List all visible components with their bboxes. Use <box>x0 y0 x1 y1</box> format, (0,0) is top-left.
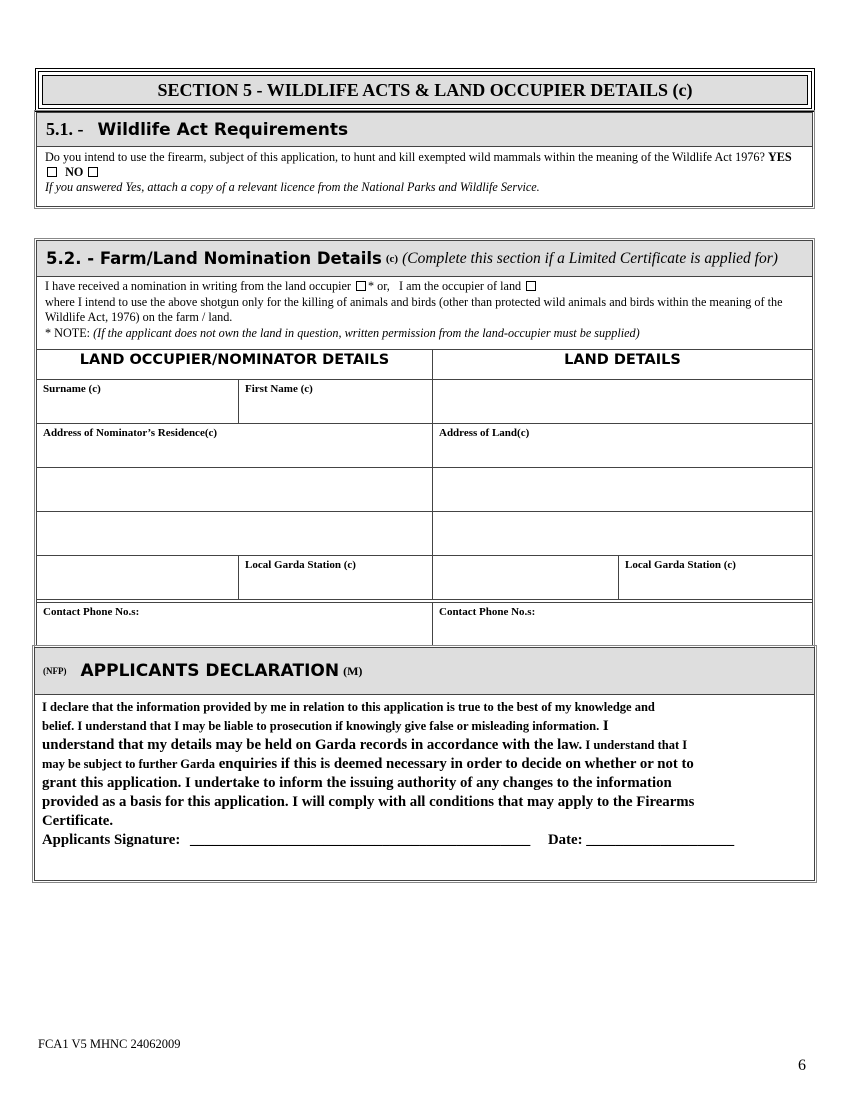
nominator-contact-field[interactable] <box>37 602 433 646</box>
first-name-field[interactable] <box>239 380 433 424</box>
wildlife-act-header <box>37 113 812 147</box>
land-garda-station-field[interactable] <box>619 556 812 600</box>
signature-row <box>42 831 807 850</box>
nominator-address-line-2[interactable] <box>37 468 433 512</box>
land-contact-field[interactable] <box>433 602 812 646</box>
declaration-line-3 <box>42 736 807 755</box>
land-occupier-header: LAND OCCUPIER/NOMINATOR DETAILS <box>37 350 433 380</box>
declaration-title-suffix: (M) <box>343 663 363 678</box>
land-address-line-3[interactable] <box>433 512 812 556</box>
farm-land-section <box>36 240 813 646</box>
farm-land-title-note: (Complete this section if a Limited Certificate is applied for) <box>402 249 778 267</box>
declaration-line-3b: I understand that I <box>582 738 688 752</box>
details-grid <box>37 350 812 646</box>
farm-land-title-suffix: (c) <box>385 252 399 265</box>
wildlife-act-body <box>37 147 812 198</box>
declaration-line-7: Certificate. <box>42 813 114 829</box>
nominator-address-line-4[interactable] <box>37 556 239 600</box>
note-text: (If the applicant does not own the land in question, written permission from the land-occupier must be supplied) <box>93 325 640 340</box>
wildlife-act-section <box>36 112 813 207</box>
note-prefix: * NOTE: <box>45 325 91 340</box>
occupier-checkbox[interactable] <box>526 281 536 291</box>
land-address-line-2[interactable] <box>433 468 812 512</box>
farm-land-header <box>37 241 812 277</box>
no-label: NO <box>65 165 84 179</box>
farm-land-title: 5.2. - Farm/Land Nomination Details <box>46 249 382 268</box>
land-contact-label: Contact Phone No.s: <box>439 606 536 618</box>
land-garda-label: Local Garda Station (c) <box>625 559 736 571</box>
declaration-line-5: grant this application. I undertake to inform the issuing authority of any changes to the information <box>42 775 672 791</box>
nomination-or: * or, <box>367 279 390 293</box>
section-5-title: SECTION 5 - WILDLIFE ACTS & LAND OCCUPIER DETAILS (c) <box>42 75 808 105</box>
land-address-label: Address of Land(c) <box>439 427 530 439</box>
declaration-line-3a: understand that my details may be held on Garda records in accordance with the law. <box>42 737 583 753</box>
land-address-field[interactable] <box>433 424 812 468</box>
page-number: 6 <box>798 1057 806 1074</box>
declaration-line-4b: enquiries if this is deemed necessary in order to decide on whether or not to <box>215 756 694 772</box>
declaration-header <box>35 648 814 695</box>
date-field[interactable]: ____________________ <box>586 832 735 848</box>
section-number: 5.1. - <box>46 119 84 139</box>
wildlife-act-title: Wildlife Act Requirements <box>97 119 349 140</box>
declaration-line-1: I declare that the information provided by me in relation to this application is true to the best of my knowledge and <box>42 700 655 714</box>
nominator-address-line-3[interactable] <box>37 512 433 556</box>
section-5-header <box>35 68 815 112</box>
intended-use-text: where I intend to use the above shotgun only for the killing of animals and birds (other than protected wild animals and birds within the meaning of the Wildlife Act, 1976) on the farm / land. <box>45 294 783 324</box>
declaration-line-4a: may be subject to further Garda <box>42 757 216 771</box>
no-checkbox[interactable] <box>88 167 98 177</box>
nominator-garda-station-field[interactable] <box>239 556 433 600</box>
surname-label: Surname (c) <box>43 383 101 395</box>
yes-checkbox[interactable] <box>47 167 57 177</box>
nomination-text: I have received a nomination in writing from the land occupier <box>45 279 351 293</box>
applicants-declaration-section <box>34 647 815 881</box>
land-details-header: LAND DETAILS <box>433 350 812 380</box>
nfp-tag: (NFP) <box>43 666 67 676</box>
first-name-label: First Name (c) <box>245 383 313 395</box>
surname-field[interactable] <box>37 380 239 424</box>
yes-label: YES <box>767 150 792 164</box>
farm-land-intro <box>37 277 812 350</box>
land-details-blank-field[interactable] <box>433 380 812 424</box>
land-address-line-4[interactable] <box>433 556 619 600</box>
form-code: FCA1 V5 MHNC 24062009 <box>38 1037 181 1051</box>
date-label: Date: <box>548 832 583 848</box>
wildlife-note: If you answered Yes, attach a copy of a relevant licence from the National Parks and Wildlife Service. <box>45 180 540 194</box>
signature-field[interactable]: ______________________________________________ <box>189 832 531 848</box>
nomination-checkbox[interactable] <box>356 281 366 291</box>
nominator-address-label: Address of Nominator’s Residence(c) <box>43 427 218 439</box>
signature-label: Applicants Signature: <box>42 832 181 848</box>
declaration-body <box>35 695 814 853</box>
declaration-line-4 <box>42 755 807 774</box>
declaration-line-2a: belief. I understand that I may be liable to prosecution if knowingly give false or misleading information. <box>42 719 600 733</box>
declaration-line-2 <box>42 717 807 736</box>
nominator-address-field[interactable] <box>37 424 433 468</box>
wildlife-question: Do you intend to use the firearm, subject of this application, to hunt and kill exempted wild mammals within the meaning of the Wildlife Act 1976? <box>45 150 765 164</box>
nominator-contact-label: Contact Phone No.s: <box>43 606 140 618</box>
declaration-line-2b: I <box>599 718 609 734</box>
declaration-title: APPLICANTS DECLARATION <box>80 661 340 681</box>
occupier-text: I am the occupier of land <box>398 279 522 293</box>
nominator-garda-label: Local Garda Station (c) <box>245 559 356 571</box>
declaration-line-6: provided as a basis for this application. I will comply with all conditions that may apply to the Firearms <box>42 794 695 810</box>
